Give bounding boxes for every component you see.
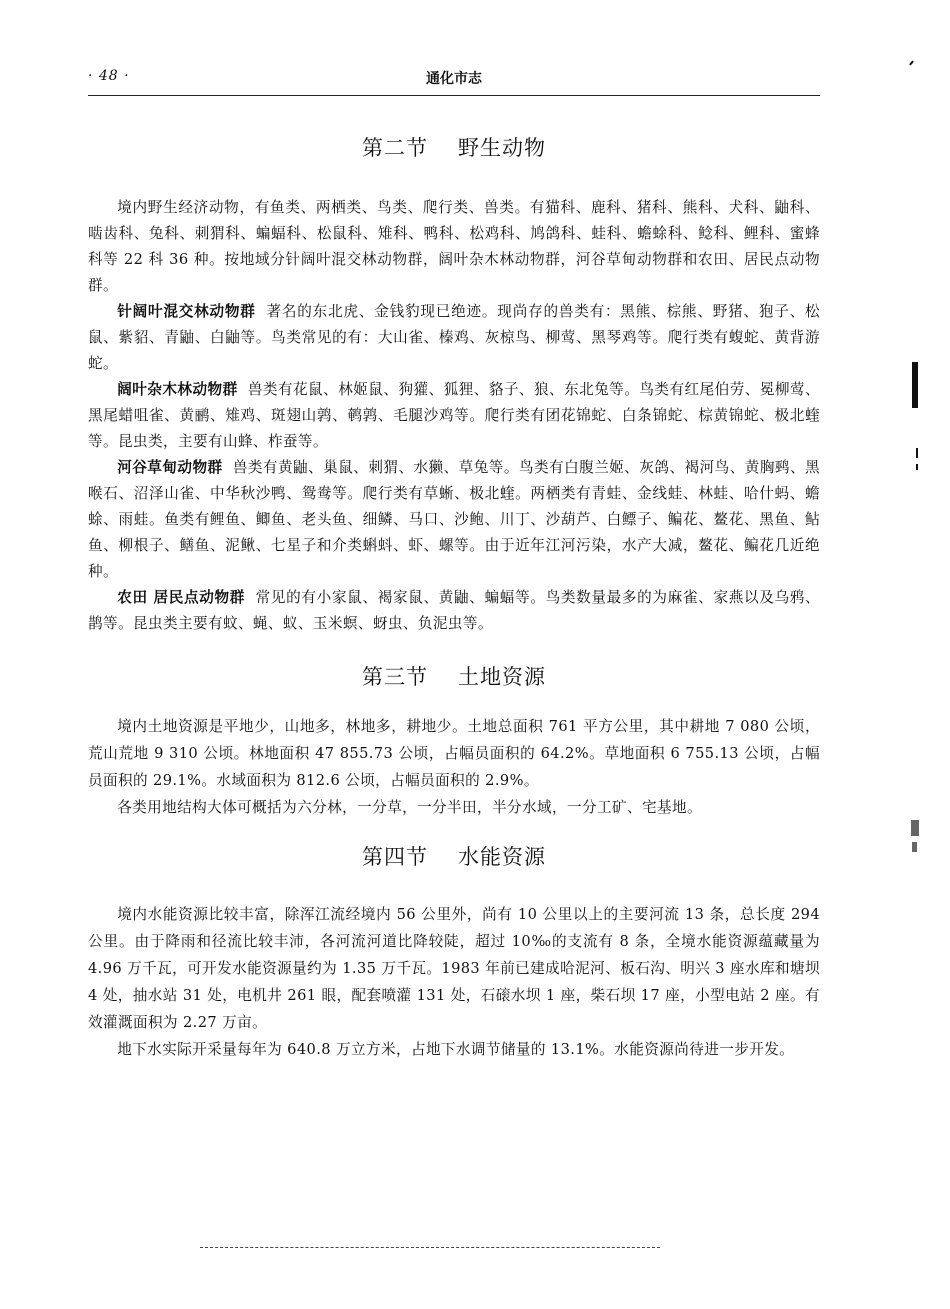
section-title: [88, 132, 820, 162]
page-header: [88, 68, 820, 92]
section-title: [88, 661, 820, 691]
group-name: 阔叶杂木林动物群: [117, 381, 238, 398]
group-text: 兽类有花鼠、林姬鼠、狗獾、狐狸、貉子、狼、东北兔等。鸟类有红尾伯劳、冕柳莺、黑尾蜡咀雀、黄鹂、雉鸡、斑翅山鹑、鹌鹑、毛腿沙鸡等。爬行类有团花锦蛇、白条锦蛇、棕黄锦蛇、极北蝰等。昆虫类，主要有山蜂、柞蚕等。: [88, 381, 821, 450]
group-text: 常见的有小家鼠、褐家鼠、黄鼬、蝙蝠等。鸟类数量最多的为麻雀、家燕以及乌鸦、鹊等。昆虫类主要有蚊、蝇、蚁、玉米螟、蚜虫、负泥虫等。: [88, 589, 820, 632]
paragraph-group: [88, 455, 820, 585]
section-land: [88, 661, 820, 821]
paragraph: 各类用地结构大体可概括为六分林，一分草，一分半田，半分水域，一分工矿、宅基地。: [117, 799, 702, 816]
paragraph: 境内水能资源比较丰富，除浑江流经境内 56 公里外，尚有 10 公里以上的主要河流 13 条，总长度 294 公里。由于降雨和径流比较丰沛，各河流河道比降较陡，超过 10‰的支流有 8 条，全境水能资源蕴藏量为 4.96 万千瓦，可开发水能资源量约为 1.35 万千瓦。1983 年前已建成哈泥河、板石沟、明兴 3 座水库和塘坝 4 处，抽水站 31 处，电机井 261 眼，配套喷灌 131 处，石磙水坝 1 座，柴石坝 17 座，小型电站 2 座。有效灌溉面积为 2.27 万亩。: [88, 906, 820, 1031]
group-text: 著名的东北虎、金钱豹现已绝迹。现尚存的兽类有：黑熊、棕熊、野猪、狍子、松鼠、紫貂、青鼬、白鼬等。鸟类常见的有：大山雀、榛鸡、灰椋鸟、柳莺、黑琴鸡等。爬行类有蝮蛇、黄背游蛇。: [88, 303, 821, 372]
scan-mark: [916, 464, 918, 470]
paragraph-group: [88, 377, 820, 455]
page-content: [88, 132, 820, 1063]
scan-mark: [909, 60, 914, 65]
group-name: 针阔叶混交林动物群: [117, 303, 256, 320]
section-number: 第四节: [362, 845, 428, 869]
book-title: 通化市志: [426, 71, 482, 87]
group-name: 农田 居民点动物群: [117, 589, 246, 606]
scan-mark: [912, 362, 918, 408]
section-hydro: [88, 841, 820, 1063]
paragraph-group: [88, 299, 820, 377]
scan-mark: [916, 448, 918, 458]
bottom-scan-line: [200, 1247, 660, 1248]
section-heading: 水能资源: [458, 845, 546, 869]
scan-mark: [912, 842, 917, 852]
section-number: 第二节: [362, 136, 428, 160]
section-number: 第三节: [362, 665, 428, 689]
header-rule: [88, 95, 820, 96]
group-text: 兽类有黄鼬、巢鼠、刺猬、水獭、草兔等。鸟类有白腹兰姬、灰鸽、褐河鸟、黄胸鹀、黑喉石、沼泽山雀、中华秋沙鸭、鸳鸯等。爬行类有草蜥、极北蝰。两栖类有青蛙、金线蛙、林蛙、哈什蚂、蟾蜍、雨蛙。鱼类有鲤鱼、鲫鱼、老头鱼、细鳞、马口、沙鲍、川丁、沙葫芦、白鳔子、鳊花、鳌花、黑鱼、鲇鱼、柳根子、鳝鱼、泥鳅、七星子和介类蝌蚪、虾、螺等。由于近年江河污染，水产大减，鳌花、鳊花几近绝种。: [88, 459, 820, 580]
paragraph: 境内土地资源是平地少，山地多，林地多，耕地少。土地总面积 761 平方公里，其中耕地 7 080 公顷，荒山荒地 9 310 公顷。林地面积 47 855.73 公顷，占幅员面积的 64.2%。草地面积 6 755.13 公顷，占幅员面积的 29.1%。水域面积为 812.6 公顷，占幅员面积的 2.9%。: [88, 718, 820, 789]
paragraph-group: [88, 585, 820, 637]
page-number: · 48 ·: [88, 68, 130, 84]
paragraph: 地下水实际开采量每年为 640.8 万立方米，占地下水调节储量的 13.1%。水能资源尚待进一步开发。: [117, 1041, 795, 1058]
section-title: [88, 841, 820, 871]
scan-mark: [911, 820, 919, 836]
section-wildlife: [88, 132, 820, 637]
section-heading: 土地资源: [458, 665, 546, 689]
section-heading: 野生动物: [458, 136, 546, 160]
group-name: 河谷草甸动物群: [117, 459, 223, 476]
paragraph-intro: 境内野生经济动物，有鱼类、两栖类、鸟类、爬行类、兽类。有猫科、鹿科、猪科、熊科、犬科、鼬科、啮齿科、兔科、刺猬科、蝙蝠科、松鼠科、雉科、鸭科、松鸡科、鸠鸽科、蛙科、蟾蜍科、鲶科、鲤科、蜜蜂科等 22 科 36 种。按地域分针阔叶混交林动物群，阔叶杂木林动物群，河谷草甸动物群和农田、居民点动物群。: [88, 199, 820, 294]
